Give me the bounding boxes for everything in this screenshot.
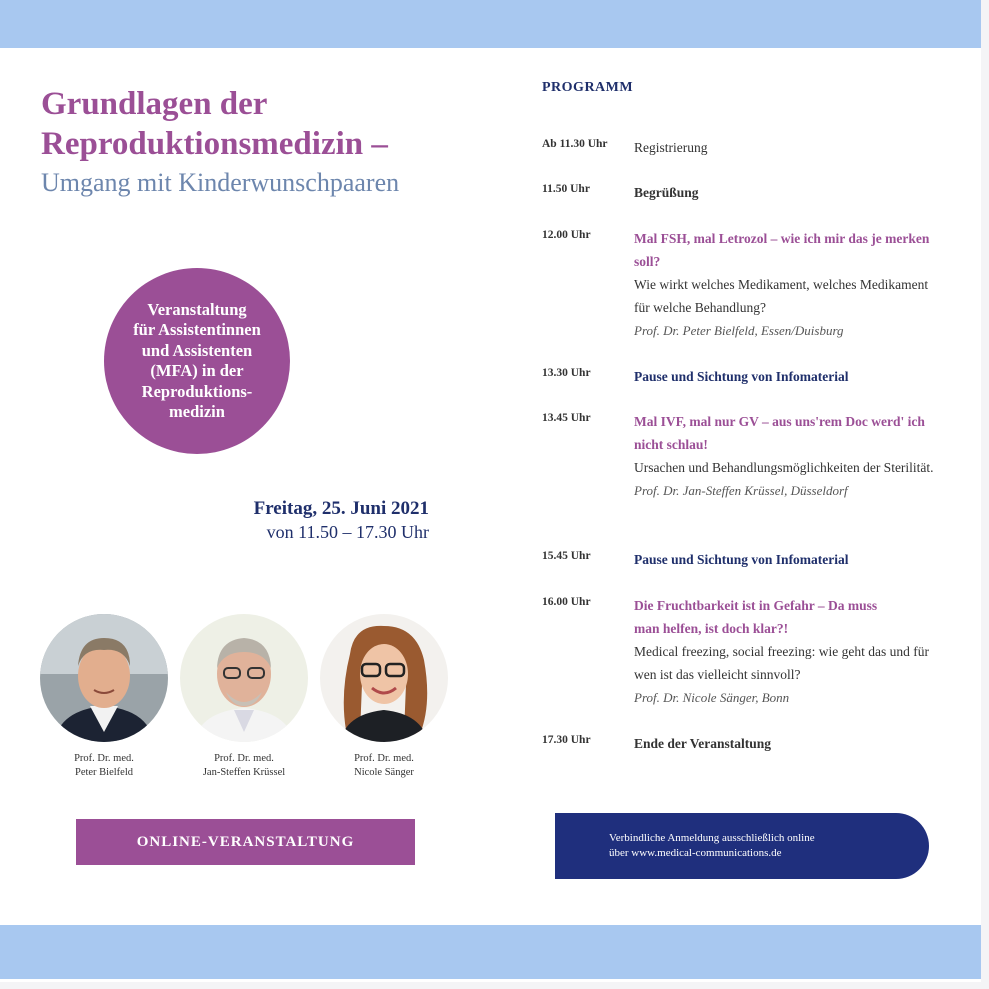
- program-time: 13.30 Uhr: [542, 367, 591, 379]
- program-description: Medical freezing, social freezing: wie geht das und für wen ist das vielleicht sinnvoll?: [634, 644, 930, 682]
- speaker-photo-kruessel: [180, 614, 308, 742]
- program-speaker: Prof. Dr. Jan-Steffen Krüssel, Düsseldorf: [634, 483, 848, 498]
- program-title: Die Fruchtbarkeit ist in Gefahr – Da muss man helfen, ist doch klar?!: [634, 598, 878, 636]
- speaker-caption-bielfeld: Prof. Dr. med. Peter Bielfeld: [74, 753, 134, 778]
- program-speaker: Prof. Dr. Nicole Sänger, Bonn: [634, 690, 790, 705]
- program-description: Ursachen und Behandlungsmöglichkeiten der Sterilität.: [634, 460, 934, 475]
- event-title: [41, 84, 388, 164]
- registration-banner[interactable]: [555, 813, 929, 879]
- program-title: Mal IVF, mal nur GV – aus uns'rem Doc werd' ich nicht schlau!: [634, 414, 925, 452]
- program-time: 16.00 Uhr: [542, 596, 591, 608]
- speaker-photo-saenger: [320, 614, 448, 742]
- program-time: 11.50 Uhr: [542, 183, 590, 195]
- program-time: Ab 11.30 Uhr: [542, 138, 608, 150]
- program-title: Begrüßung: [634, 185, 699, 200]
- event-subtitle: Umgang mit Kinderwunschpaaren: [41, 168, 400, 197]
- program-time: 17.30 Uhr: [542, 734, 591, 746]
- bottom-band: [0, 925, 981, 979]
- speaker-bielfeld: [34, 614, 174, 780]
- program-title: Pause und Sichtung von Infomaterial: [634, 552, 849, 567]
- audience-badge: [104, 268, 290, 454]
- program-heading: PROGRAMM: [542, 80, 634, 95]
- speaker-photo-bielfeld: [40, 614, 168, 742]
- program-description: Wie wirkt welches Medikament, welches Medikament für welche Behandlung?: [634, 277, 929, 315]
- program-title: Ende der Veranstaltung: [634, 736, 772, 751]
- program-title: Mal FSH, mal Letrozol – wie ich mir das je merken soll?: [634, 231, 930, 269]
- online-event-button[interactable]: ONLINE-VERANSTALTUNG: [76, 819, 415, 865]
- speaker-kruessel: [174, 614, 314, 780]
- top-band: [0, 0, 981, 48]
- program-time: 12.00 Uhr: [542, 229, 591, 241]
- program-title: Registrierung: [634, 140, 708, 155]
- title-line-2: Reproduktionsmedizin –: [41, 126, 388, 162]
- title-line-1: Grundlagen der: [41, 86, 268, 122]
- program-title: Pause und Sichtung von Infomaterial: [634, 369, 849, 384]
- speaker-caption-saenger: Prof. Dr. med. Nicole Sänger: [354, 753, 414, 778]
- program-speaker: Prof. Dr. Peter Bielfeld, Essen/Duisburg: [634, 323, 844, 338]
- event-time: von 11.50 – 17.30 Uhr: [266, 522, 429, 542]
- speaker-saenger: [314, 614, 454, 780]
- speaker-caption-kruessel: Prof. Dr. med. Jan-Steffen Krüssel: [202, 753, 286, 778]
- program-time: 13.45 Uhr: [542, 412, 591, 424]
- program-time: 15.45 Uhr: [542, 550, 591, 562]
- event-date: Freitag, 25. Juni 2021: [253, 498, 429, 519]
- event-date-block: [254, 497, 429, 543]
- registration-text: Verbindliche Anmeldung ausschließlich online über www.medical-communications.de: [609, 832, 815, 859]
- audience-badge-text: Veranstaltung für Assistentinnen und Assistenten (MFA) in der Reproduktions- medizin: [133, 299, 261, 421]
